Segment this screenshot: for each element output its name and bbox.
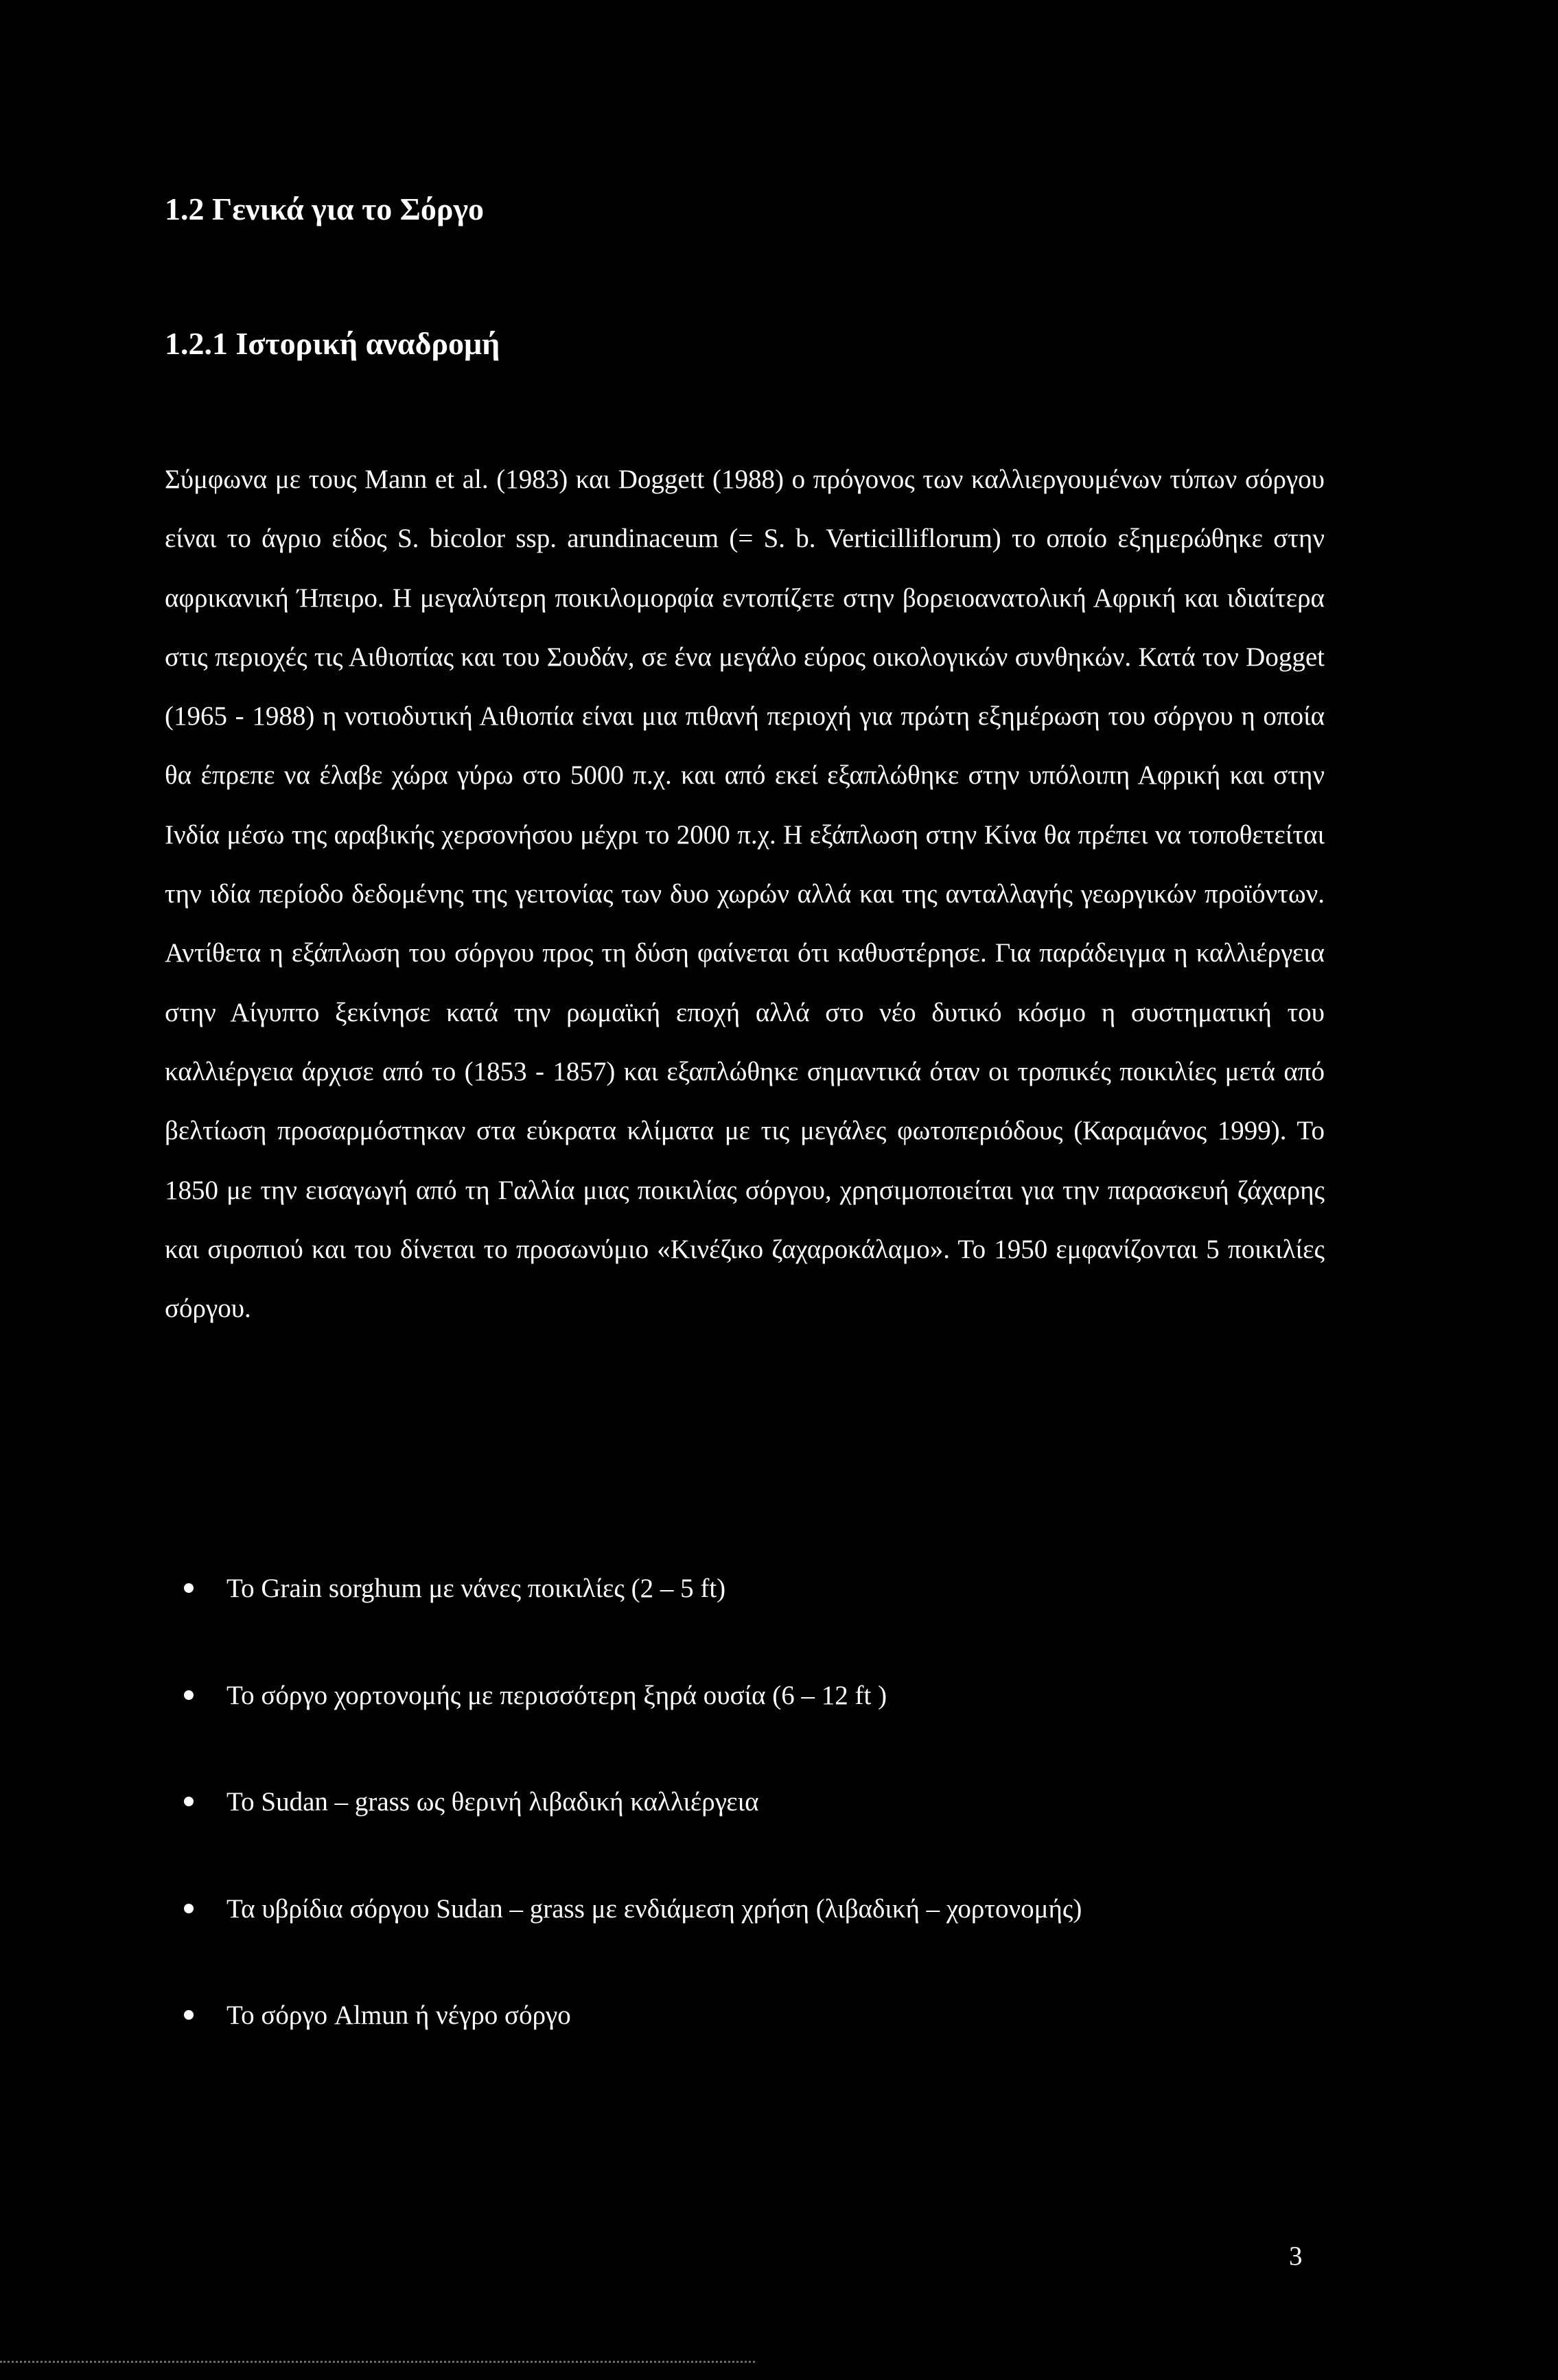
scan-artifact-line xyxy=(0,2361,755,2363)
list-item xyxy=(0,1679,1558,1786)
list-item xyxy=(0,1572,1558,1679)
section-heading: 1.2 Γενικά για το Σόργο xyxy=(165,191,484,226)
bullet-list xyxy=(0,1572,1558,2105)
body-paragraph: Σύμφωνα με τους Mann et al. (1983) και Doggett (1988) ο πρόγονος των καλλιεργουμένων τύπων σόργου είναι το άγριο είδος S. bicolor ssp. arundinaceum (= S. b. Verticilliflorum) το οποίο εξημερώθηκε στην αφρικανική Ήπειρο. Η μεγαλύτερη ποικιλομορφία εντοπίζετε στην βορειοανατολική Αφρική και ιδιαίτερα στις περιοχές τις Αιθιοπίας και του Σουδάν, σε ένα μεγάλο εύρος οικολογικών συνθηκών. Κατά τον Dogget (1965 - 1988) η νοτιοδυτική Αιθιοπία είναι μια πιθανή περιοχή για πρώτη εξημέρωση του σόργου η οποία θα έπρεπε να έλαβε χώρα γύρω στο 5000 π.χ. και από εκεί εξαπλώθηκε στην υπόλοιπη Αφρική και στην Ινδία μέσω της αραβικής χερσονήσου μέχρι το 2000 π.χ. Η εξάπλωση στην Κίνα θα πρέπει να τοποθετείται την ιδία περίοδο δεδομένης της γειτονίας των δυο χωρών αλλά και της ανταλλαγής γεωργικών προϊόντων. Αντίθετα η εξάπλωση του σόργου προς τη δύση φαίνεται ότι καθυστέρησε. Για παράδειγμα η καλλιέργεια στην Αίγυπτο ξεκίνησε κατά την ρωμαϊκή εποχή αλλά στο νέο δυτικό κόσμο η συστηματική του καλλιέργεια άρχισε από το (1853 - 1857) και εξαπλώθηκε σημαντικά όταν οι τροπικές ποικιλίες μετά από βελτίωση προσαρμόστηκαν στα εύκρατα κλίματα με τις μεγάλες φωτοπεριόδους (Καραμάνος 1999). Το 1850 με την εισαγωγή από τη Γαλλία μιας ποικιλίας σόργου, χρησιμοποιείται για την παρασκευή ζάχαρης και σιροπιού και του δίνεται το προσωνύμιο «Κινέζικο ζαχαροκάλαμο». Το 1950 εμφανίζονται 5 ποικιλίες σόργου. xyxy=(165,465,1325,1324)
list-item-text: Το σόργο χορτονομής με περισσότερη ξηρά ουσία (6 – 12 ft ) xyxy=(226,1680,887,1710)
list-item xyxy=(0,1998,1558,2105)
list-item xyxy=(0,1892,1558,1999)
list-item xyxy=(0,1785,1558,1892)
bullet-icon xyxy=(184,1904,194,1913)
subsection-heading: 1.2.1 Ιστορική αναδρομή xyxy=(165,326,500,361)
bullet-icon xyxy=(184,2010,194,2020)
bullet-icon xyxy=(184,1690,194,1700)
page-number: 3 xyxy=(1289,2241,1303,2271)
list-item-text: Το σόργο Almun ή νέγρο σόργο xyxy=(226,2000,571,2030)
bullet-icon xyxy=(184,1797,194,1806)
list-item-text: Το Grain sorghum με νάνες ποικιλίες (2 – 5 ft) xyxy=(226,1574,726,1603)
list-item-text: Τα υβρίδια σόργου Sudan – grass με ενδιάμεση χρήση (λιβαδική – χορτονομής) xyxy=(226,1893,1082,1924)
list-item-text: Το Sudan – grass ως θερινή λιβαδική καλλιέργεια xyxy=(226,1787,759,1817)
bullet-icon xyxy=(184,1583,194,1593)
